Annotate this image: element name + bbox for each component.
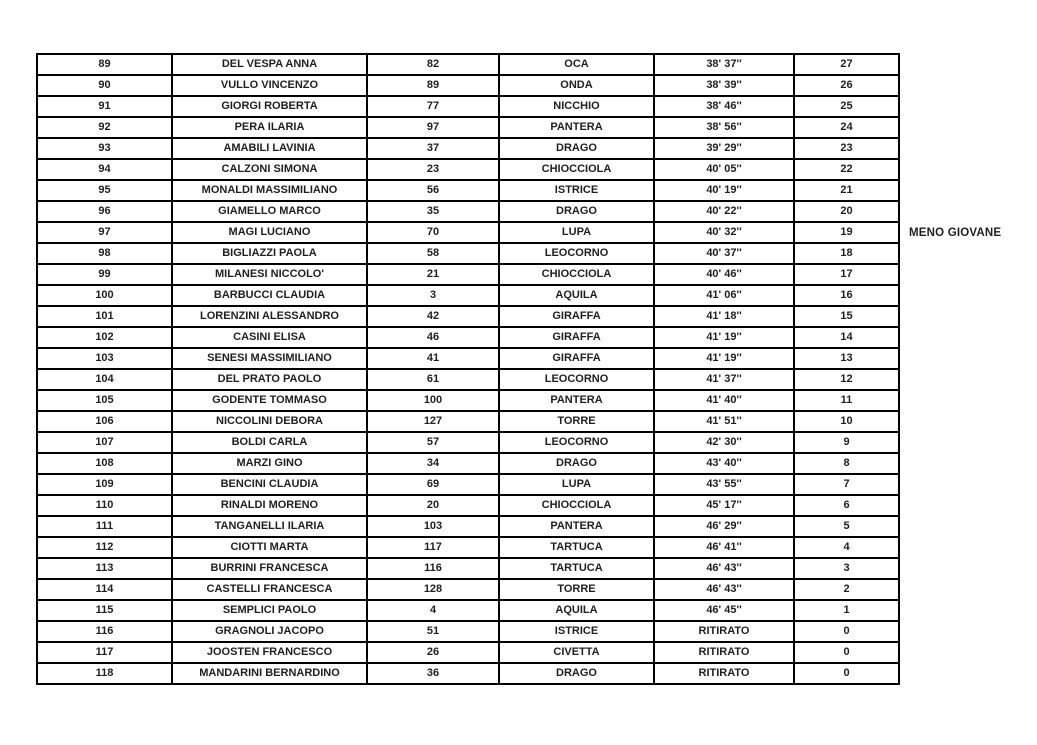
cell-bib-number: 128 [367,579,499,600]
cell-points: 19 [794,222,899,243]
cell-runner-name: VULLO VINCENZO [172,75,367,96]
cell-bib-number: 36 [367,663,499,684]
cell-position: 99 [37,264,172,285]
cell-contrada: CHIOCCIOLA [499,264,654,285]
cell-bib-number: 116 [367,558,499,579]
cell-points: 24 [794,117,899,138]
table-row [37,264,899,285]
cell-contrada: DRAGO [499,663,654,684]
table-row [37,54,899,75]
table-row [37,411,899,432]
cell-position: 106 [37,411,172,432]
cell-position: 89 [37,54,172,75]
cell-position: 101 [37,306,172,327]
cell-points: 26 [794,75,899,96]
cell-time: 38' 56'' [654,117,794,138]
cell-runner-name: BOLDI CARLA [172,432,367,453]
cell-points: 13 [794,348,899,369]
table-row [37,621,899,642]
cell-points: 11 [794,390,899,411]
cell-runner-name: CALZONI SIMONA [172,159,367,180]
cell-points: 22 [794,159,899,180]
cell-runner-name: LORENZINI ALESSANDRO [172,306,367,327]
cell-bib-number: 103 [367,516,499,537]
cell-runner-name: RINALDI MORENO [172,495,367,516]
cell-contrada: ISTRICE [499,180,654,201]
cell-bib-number: 117 [367,537,499,558]
cell-bib-number: 42 [367,306,499,327]
cell-time: 45' 17'' [654,495,794,516]
table-row [37,390,899,411]
table-row [37,432,899,453]
cell-bib-number: 35 [367,201,499,222]
table-row [37,369,899,390]
cell-position: 104 [37,369,172,390]
table-row [37,453,899,474]
table-row [37,201,899,222]
results-table [36,53,900,685]
cell-runner-name: BARBUCCI CLAUDIA [172,285,367,306]
cell-position: 115 [37,600,172,621]
cell-position: 94 [37,159,172,180]
cell-contrada: LUPA [499,222,654,243]
cell-runner-name: DEL PRATO PAOLO [172,369,367,390]
cell-contrada: AQUILA [499,285,654,306]
cell-points: 4 [794,537,899,558]
cell-time: 42' 30'' [654,432,794,453]
cell-position: 103 [37,348,172,369]
cell-time: 41' 40'' [654,390,794,411]
cell-runner-name: BIGLIAZZI PAOLA [172,243,367,264]
cell-contrada: TORRE [499,411,654,432]
table-row [37,180,899,201]
cell-time: 39' 29'' [654,138,794,159]
cell-contrada: OCA [499,54,654,75]
cell-runner-name: GIORGI ROBERTA [172,96,367,117]
cell-bib-number: 57 [367,432,499,453]
table-row [37,96,899,117]
cell-bib-number: 3 [367,285,499,306]
cell-bib-number: 4 [367,600,499,621]
cell-runner-name: CIOTTI MARTA [172,537,367,558]
cell-bib-number: 69 [367,474,499,495]
cell-bib-number: 37 [367,138,499,159]
cell-bib-number: 34 [367,453,499,474]
table-row [37,516,899,537]
cell-contrada: NICCHIO [499,96,654,117]
cell-points: 0 [794,642,899,663]
table-row [37,222,899,243]
cell-position: 96 [37,201,172,222]
cell-bib-number: 70 [367,222,499,243]
cell-time: 46' 45'' [654,600,794,621]
cell-time: 41' 06'' [654,285,794,306]
cell-contrada: ISTRICE [499,621,654,642]
cell-runner-name: MONALDI MASSIMILIANO [172,180,367,201]
cell-bib-number: 77 [367,96,499,117]
cell-time: 46' 29'' [654,516,794,537]
table-row [37,663,899,684]
cell-time: 38' 39'' [654,75,794,96]
cell-time: 41' 19'' [654,348,794,369]
cell-runner-name: CASINI ELISA [172,327,367,348]
cell-time: 40' 19'' [654,180,794,201]
cell-points: 21 [794,180,899,201]
cell-position: 116 [37,621,172,642]
cell-time: 41' 18'' [654,306,794,327]
table-row [37,117,899,138]
cell-points: 10 [794,411,899,432]
cell-contrada: DRAGO [499,201,654,222]
cell-time: RITIRATO [654,663,794,684]
cell-position: 118 [37,663,172,684]
cell-contrada: TARTUCA [499,537,654,558]
cell-bib-number: 56 [367,180,499,201]
cell-points: 17 [794,264,899,285]
cell-contrada: ONDA [499,75,654,96]
cell-contrada: LEOCORNO [499,369,654,390]
cell-position: 117 [37,642,172,663]
cell-points: 18 [794,243,899,264]
cell-time: 41' 19'' [654,327,794,348]
cell-runner-name: MAGI LUCIANO [172,222,367,243]
cell-contrada: TORRE [499,579,654,600]
cell-time: 40' 37'' [654,243,794,264]
cell-points: 5 [794,516,899,537]
table-row [37,474,899,495]
cell-runner-name: GODENTE TOMMASO [172,390,367,411]
cell-points: 12 [794,369,899,390]
cell-time: 46' 43'' [654,579,794,600]
cell-time: 38' 46'' [654,96,794,117]
cell-contrada: PANTERA [499,117,654,138]
cell-position: 107 [37,432,172,453]
cell-position: 102 [37,327,172,348]
meno-giovane-label: MENO GIOVANE [909,227,1002,239]
cell-position: 91 [37,96,172,117]
cell-contrada: GIRAFFA [499,306,654,327]
cell-runner-name: DEL VESPA ANNA [172,54,367,75]
cell-bib-number: 82 [367,54,499,75]
cell-contrada: DRAGO [499,138,654,159]
cell-contrada: GIRAFFA [499,348,654,369]
cell-runner-name: SEMPLICI PAOLO [172,600,367,621]
table-row [37,243,899,264]
cell-time: 40' 22'' [654,201,794,222]
cell-contrada: PANTERA [499,390,654,411]
cell-points: 8 [794,453,899,474]
cell-contrada: DRAGO [499,453,654,474]
cell-contrada: CHIOCCIOLA [499,495,654,516]
cell-position: 109 [37,474,172,495]
cell-points: 16 [794,285,899,306]
cell-position: 111 [37,516,172,537]
cell-bib-number: 127 [367,411,499,432]
cell-runner-name: PERA ILARIA [172,117,367,138]
cell-contrada: TARTUCA [499,558,654,579]
cell-points: 3 [794,558,899,579]
table-row [37,495,899,516]
cell-bib-number: 21 [367,264,499,285]
cell-bib-number: 58 [367,243,499,264]
cell-bib-number: 97 [367,117,499,138]
table-row [37,159,899,180]
cell-position: 112 [37,537,172,558]
cell-time: 43' 40'' [654,453,794,474]
cell-time: 38' 37'' [654,54,794,75]
cell-points: 0 [794,621,899,642]
table-row [37,138,899,159]
table-row [37,579,899,600]
cell-contrada: CIVETTA [499,642,654,663]
cell-bib-number: 20 [367,495,499,516]
cell-bib-number: 100 [367,390,499,411]
results-table-body [37,54,899,684]
cell-position: 114 [37,579,172,600]
cell-time: 40' 32'' [654,222,794,243]
cell-contrada: CHIOCCIOLA [499,159,654,180]
table-row [37,327,899,348]
cell-position: 93 [37,138,172,159]
cell-points: 25 [794,96,899,117]
cell-points: 0 [794,663,899,684]
cell-contrada: LEOCORNO [499,243,654,264]
cell-runner-name: GRAGNOLI JACOPO [172,621,367,642]
cell-points: 6 [794,495,899,516]
cell-position: 90 [37,75,172,96]
cell-bib-number: 61 [367,369,499,390]
cell-time: 46' 41'' [654,537,794,558]
cell-points: 15 [794,306,899,327]
cell-runner-name: CASTELLI FRANCESCA [172,579,367,600]
cell-points: 2 [794,579,899,600]
cell-contrada: LEOCORNO [499,432,654,453]
cell-contrada: PANTERA [499,516,654,537]
table-row [37,558,899,579]
cell-position: 92 [37,117,172,138]
cell-bib-number: 23 [367,159,499,180]
cell-position: 95 [37,180,172,201]
cell-runner-name: MARZI GINO [172,453,367,474]
cell-bib-number: 46 [367,327,499,348]
cell-runner-name: AMABILI LAVINIA [172,138,367,159]
cell-position: 105 [37,390,172,411]
table-row [37,600,899,621]
cell-runner-name: NICCOLINI DEBORA [172,411,367,432]
cell-points: 27 [794,54,899,75]
cell-time: 43' 55'' [654,474,794,495]
table-row [37,306,899,327]
cell-runner-name: BENCINI CLAUDIA [172,474,367,495]
cell-time: RITIRATO [654,621,794,642]
table-row [37,537,899,558]
table-row [37,285,899,306]
cell-bib-number: 41 [367,348,499,369]
table-row [37,75,899,96]
cell-time: 40' 05'' [654,159,794,180]
cell-position: 108 [37,453,172,474]
cell-time: 46' 43'' [654,558,794,579]
cell-runner-name: SENESI MASSIMILIANO [172,348,367,369]
cell-contrada: AQUILA [499,600,654,621]
table-row [37,642,899,663]
cell-time: 40' 46'' [654,264,794,285]
cell-time: 41' 51'' [654,411,794,432]
cell-time: 41' 37'' [654,369,794,390]
cell-contrada: LUPA [499,474,654,495]
cell-runner-name: MANDARINI BERNARDINO [172,663,367,684]
cell-points: 14 [794,327,899,348]
cell-points: 9 [794,432,899,453]
cell-runner-name: BURRINI FRANCESCA [172,558,367,579]
cell-runner-name: JOOSTEN FRANCESCO [172,642,367,663]
cell-position: 97 [37,222,172,243]
cell-position: 98 [37,243,172,264]
cell-contrada: GIRAFFA [499,327,654,348]
cell-position: 100 [37,285,172,306]
cell-points: 1 [794,600,899,621]
cell-bib-number: 26 [367,642,499,663]
cell-position: 110 [37,495,172,516]
table-row [37,348,899,369]
cell-runner-name: TANGANELLI ILARIA [172,516,367,537]
cell-runner-name: MILANESI NICCOLO' [172,264,367,285]
cell-time: RITIRATO [654,642,794,663]
cell-points: 7 [794,474,899,495]
cell-bib-number: 51 [367,621,499,642]
cell-runner-name: GIAMELLO MARCO [172,201,367,222]
cell-bib-number: 89 [367,75,499,96]
cell-points: 20 [794,201,899,222]
cell-position: 113 [37,558,172,579]
cell-points: 23 [794,138,899,159]
